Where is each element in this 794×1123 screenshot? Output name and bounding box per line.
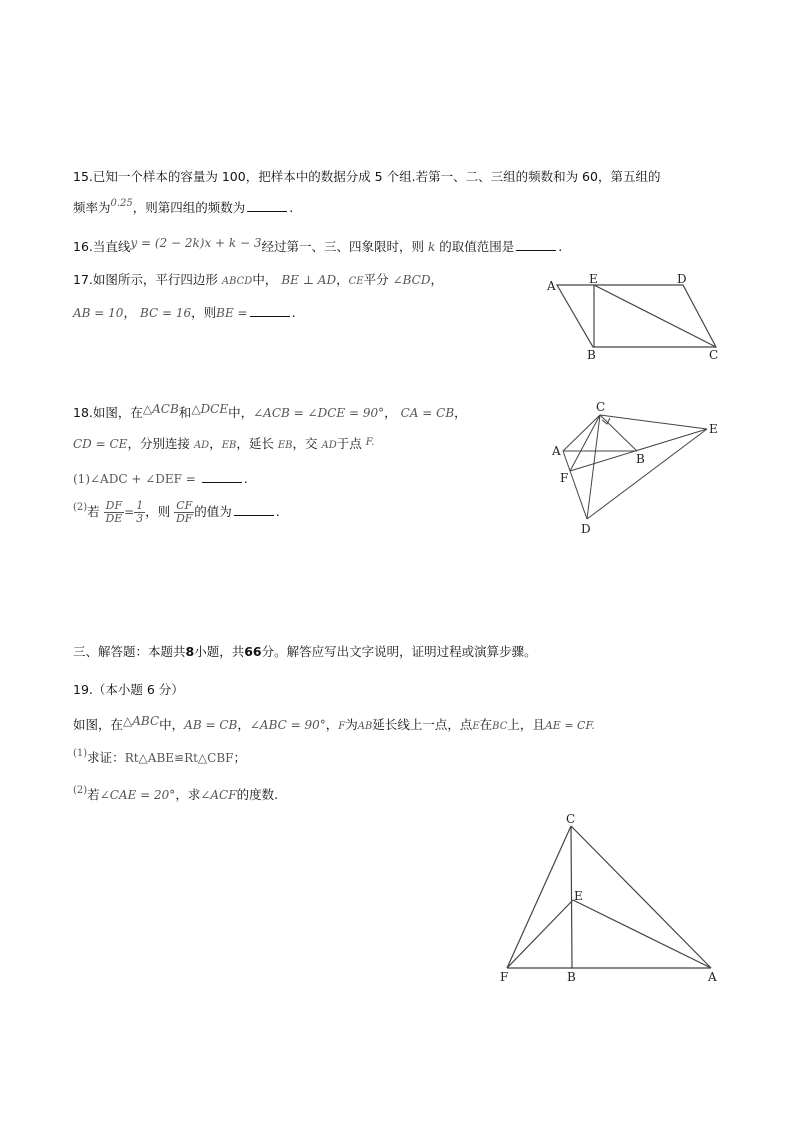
- label-d: D: [677, 272, 687, 286]
- q18-text: ，延长: [236, 436, 274, 451]
- q18-line1: [73, 402, 467, 421]
- q19-text: 为: [345, 717, 358, 732]
- answer-blank: [250, 304, 290, 317]
- label-a: A: [708, 970, 717, 984]
- q18-math: ∠ACB = ∠DCE = 90°: [253, 406, 385, 420]
- q18-text: 中，: [228, 405, 254, 420]
- q17-math: AB = 10: [73, 306, 124, 320]
- denominator: DE: [105, 512, 123, 525]
- q18-end: .: [243, 471, 248, 486]
- fraction-cf-df: [174, 500, 194, 525]
- q17-text: 平分: [363, 272, 389, 287]
- q15-line1: 15.已知一个样本的容量为 100，把样本中的数据分成 5 个组.若第一、二、三组的频数和为 60，第五组的: [73, 169, 661, 184]
- q19-math: △ABC: [123, 714, 160, 728]
- q19-math: ∠ACF: [200, 788, 237, 802]
- q18-text: 和: [178, 405, 192, 420]
- q18-math: F.: [365, 437, 375, 448]
- section-text: 小题，共: [194, 644, 245, 659]
- q19-math: AB = CB: [184, 718, 238, 732]
- q16-text: 16.当直线: [73, 239, 131, 254]
- q19-text: 如图，在: [73, 717, 124, 732]
- fraction-one-third: [134, 500, 145, 525]
- label-a: A: [552, 444, 561, 458]
- q18-text: ，分别连接: [127, 436, 190, 451]
- q17-math: BC = 16: [139, 306, 192, 320]
- answer-blank: [247, 199, 287, 212]
- label-a: A: [547, 279, 556, 293]
- denominator: 3: [136, 512, 144, 525]
- q18-text: 于点: [336, 436, 362, 451]
- q16-var: k: [427, 240, 436, 254]
- q17-text: ，: [336, 272, 349, 287]
- label-f: F: [560, 471, 569, 485]
- fraction-df-de: [104, 500, 124, 525]
- label-d: D: [581, 522, 591, 536]
- parallelogram-abcd: [557, 285, 716, 347]
- label-b: B: [636, 452, 645, 466]
- q19-text: ，: [237, 717, 250, 732]
- q18-text: ，: [384, 405, 397, 420]
- q19-text: ，: [325, 717, 339, 732]
- q18-part1: [73, 470, 248, 486]
- q18-math: AD: [321, 440, 337, 451]
- q17-math: BE ⊥ AD: [281, 273, 337, 287]
- segment-ce: [594, 285, 716, 347]
- q18-math: △DCE: [191, 402, 229, 416]
- label-e: E: [589, 272, 598, 286]
- q18-line2: [73, 434, 374, 452]
- answer-blank: [234, 503, 274, 516]
- label-b: B: [567, 970, 576, 984]
- section-3-heading: [73, 642, 537, 660]
- q19-text: 若: [87, 787, 100, 802]
- question-count: 8: [185, 644, 195, 659]
- q19-text: 中，: [159, 717, 185, 732]
- q18-text: ，则: [145, 504, 171, 519]
- q15-text: 频率为: [73, 200, 111, 215]
- q17-math: ∠BCD: [392, 273, 431, 287]
- q19-part-num: (2): [73, 785, 88, 796]
- q19-math: BC: [492, 721, 508, 732]
- q19-math: AB: [357, 721, 373, 732]
- q19-num: 19.: [73, 682, 93, 697]
- q17-math: ABCD: [221, 276, 253, 287]
- q18-math: CA = CB: [400, 406, 455, 420]
- q18-part2: [73, 500, 280, 525]
- q18-math: EB: [221, 440, 237, 451]
- q18-text: 若: [87, 504, 100, 519]
- numerator: DF: [105, 499, 123, 512]
- q19-part-num: (1): [73, 748, 88, 759]
- numerator: CF: [176, 499, 193, 512]
- q16-text: 的取值范围是: [439, 239, 515, 254]
- q18-triangles-figure: [545, 398, 725, 538]
- q19-text: 在: [479, 717, 493, 732]
- q17-line1: [73, 270, 443, 288]
- q19-part2: [73, 785, 278, 803]
- q18-text: ，交: [292, 436, 318, 451]
- q18-part-num: (2): [73, 502, 88, 513]
- section-text: 三、解答题：本题共: [73, 644, 186, 659]
- q17-text: 17.如图所示，平行四边形: [73, 272, 218, 287]
- total-score: 66: [244, 644, 262, 659]
- q19-math: F: [338, 721, 346, 732]
- q17-math: BE =: [216, 306, 248, 320]
- q18-math: AD: [193, 440, 210, 451]
- q19-math: Rt△ABE≌Rt△CBF: [124, 751, 234, 765]
- section-text: 分。解答应写出文字说明，证明过程或演算步骤。: [261, 644, 537, 659]
- q18-text: ，: [209, 436, 222, 451]
- q19-text: 的度数.: [236, 787, 279, 802]
- q17-math: CE: [348, 276, 364, 287]
- q18-math: (1)∠ADC + ∠DEF =: [73, 472, 196, 486]
- q18-end: .: [275, 504, 280, 519]
- q19-math: E: [472, 721, 480, 732]
- q19-math: ∠ABC = 90°: [249, 718, 326, 732]
- q18-text: 的值为: [194, 504, 232, 519]
- q15-end: .: [289, 200, 294, 215]
- q19-title: [73, 680, 184, 698]
- q15-math: 0.25: [110, 198, 133, 209]
- q15-text: ，则第四组的频数为: [132, 200, 246, 215]
- label-c: C: [596, 400, 606, 414]
- q16-math: y = (2 − 2k)x + k − 3: [130, 236, 262, 250]
- q19-line1: [73, 714, 595, 733]
- q19-text: 上，且: [507, 717, 545, 732]
- denominator: DF: [175, 512, 193, 525]
- q19-text: ；: [233, 750, 246, 765]
- answer-blank: [516, 238, 556, 251]
- q17-parallelogram-figure: [540, 268, 730, 363]
- q17-text: ，则: [191, 305, 217, 320]
- label-e: E: [574, 889, 583, 903]
- q18-text: ，: [454, 405, 467, 420]
- q19-points: （本小题 6 分）: [92, 682, 184, 697]
- q19-triangle-figure: [495, 808, 725, 988]
- q18-math: EB: [277, 440, 293, 451]
- q16-line: [73, 236, 562, 255]
- q19-part1: [73, 748, 246, 766]
- q15-line2: [73, 198, 293, 216]
- q17-end: .: [291, 305, 296, 320]
- q19-text: 延长线上一点，点: [372, 717, 473, 732]
- label-e: E: [709, 422, 718, 436]
- q19-math: AE = CF.: [544, 719, 595, 732]
- q17-text: ，: [430, 272, 443, 287]
- label-c: C: [566, 812, 576, 826]
- answer-blank: [202, 470, 242, 483]
- q17-text: 中，: [252, 272, 278, 287]
- q19-text: 求证：: [87, 750, 125, 765]
- q17-text: ，: [123, 305, 136, 320]
- label-f: F: [500, 970, 509, 984]
- label-b: B: [587, 348, 596, 362]
- q16-text: 经过第一、三、四象限时，则: [261, 239, 424, 254]
- equals-sign: =: [124, 505, 135, 519]
- q18-math: CD = CE: [73, 437, 128, 451]
- q17-line2: [73, 303, 296, 321]
- numerator: 1: [136, 499, 144, 512]
- q18-text: 18.如图，在: [73, 405, 143, 420]
- q19-math: ∠CAE = 20°: [99, 788, 176, 802]
- q16-end: .: [558, 239, 563, 254]
- label-c: C: [709, 348, 719, 362]
- q18-math: △ACB: [142, 402, 179, 416]
- q19-text: ，求: [175, 787, 201, 802]
